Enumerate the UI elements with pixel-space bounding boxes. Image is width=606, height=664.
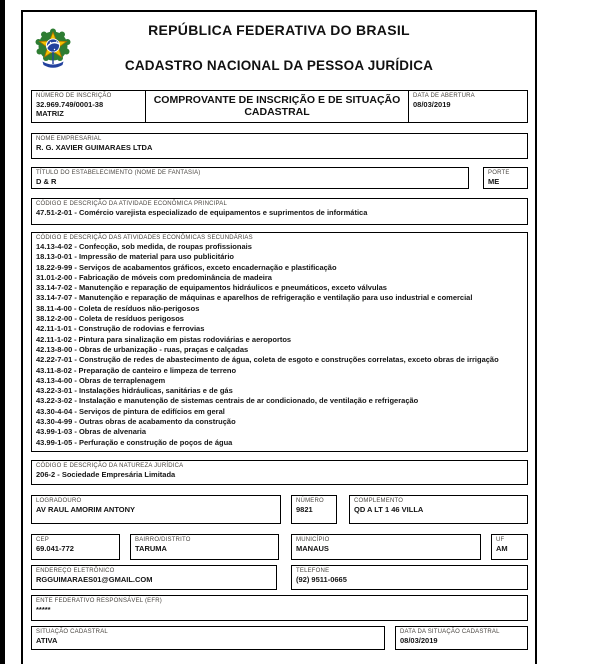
status-date-field [395,626,528,650]
status-date-label: DATA DA SITUAÇÃO CADASTRAL [400,628,500,635]
secondary-activity-item: 43.22-3-02 - Instalação e manutenção de sistemas centrais de ar condicionado, de ventilação e refrigeração [36,396,419,406]
secondary-activity-item: 18.13-0-01 - Impressão de material para uso publicitário [36,252,234,262]
phone-field [291,565,528,590]
secondary-activities-field [31,232,528,452]
street-value: AV RAUL AMORIM ANTONY [36,504,136,514]
secondary-activity-item: 42.11-1-01 - Construção de rodovias e ferrovias [36,324,205,334]
legal-nature-field [31,460,528,485]
email-label: ENDEREÇO ELETRÔNICO [36,567,115,574]
phone-value: (92) 9511-0665 [296,574,347,584]
secondary-activity-item: 38.11-4-00 - Coleta de resíduos não-perigosos [36,303,200,313]
address-complement-field [349,495,528,524]
page-edge-strip [0,0,5,664]
document-title-line2: CADASTRAL [244,106,310,118]
secondary-activity-item: 31.01-2-00 - Fabricação de móveis com predominância de madeira [36,272,272,282]
registration-status-value: ATIVA [36,635,58,645]
company-name-label: NOME EMPRESARIAL [36,136,102,142]
municipality-label: MUNICÍPIO [296,536,330,543]
secondary-activity-item: 42.22-7-01 - Construção de redes de abastecimento de água, coleta de esgoto e construções correlatas, exceto obras de irrigação [36,355,499,365]
secondary-activity-item: 14.13-4-02 - Confecção, sob medida, de roupas profissionais [36,242,252,251]
email-value: RGGUIMARAES01@GMAIL.COM [36,574,153,584]
secondary-activity-item: 43.13-4-00 - Obras de terraplenagem [36,375,166,385]
company-name-field [31,133,528,159]
street-label: LOGRADOURO [36,497,82,504]
zip-code-value: 69.041-772 [36,543,74,553]
legal-nature-label: CÓDIGO E DESCRIÇÃO DA NATUREZA JURÍDICA [36,462,184,469]
trade-name-value: D & R [36,177,57,186]
secondary-activity-item: 33.14-7-02 - Manutenção e reparação de equipamentos hidráulicos e pneumáticos, exceto válvulas [36,283,387,293]
state-label: UF [496,536,505,543]
secondary-activity-item: 33.14-7-07 - Manutenção e reparação de máquinas e aparelhos de refrigeração e ventilação para uso industrial e comercial [36,293,473,303]
secondary-activity-item: 38.12-2-00 - Coleta de resíduos perigosos [36,314,184,324]
street-number-field [291,495,337,524]
document-header [23,12,535,90]
main-activity-label: CÓDIGO E DESCRIÇÃO DA ATIVIDADE ECONÔMICA PRINCIPAL [36,201,228,207]
cnpj-certificate-page [21,10,537,664]
street-number-value: 9821 [296,504,313,514]
trade-name-row [31,167,528,189]
company-size-field [483,167,528,189]
cnpj-title: CADASTRO NACIONAL DA PESSOA JURÍDICA [124,58,434,73]
federative-entity-field [31,595,528,621]
district-value: TARUMA [135,543,167,553]
federative-entity-label: ENTE FEDERATIVO RESPONSÁVEL (EFR) [36,597,162,604]
registration-status-label: SITUAÇÃO CADASTRAL [36,628,108,635]
municipality-field [291,534,481,560]
secondary-activity-item: 43.11-8-02 - Preparação de canteiro e limpeza de terreno [36,365,237,375]
registration-status-row [31,626,528,650]
secondary-activity-item: 43.30-4-99 - Outras obras de acabamento da construção [36,417,236,427]
zip-code-label: CEP [36,536,49,543]
company-size-value: ME [488,177,500,186]
address-complement-label: COMPLEMENTO [354,497,404,504]
inscription-number-value: 32.969.749/0001-38 [36,100,104,109]
street-field [31,495,281,524]
secondary-activities-label: CÓDIGO E DESCRIÇÃO DAS ATIVIDADES ECONÔMICAS SECUNDÁRIAS [36,235,253,241]
legal-nature-value: 206-2 - Sociedade Empresária Limitada [36,469,176,479]
zip-code-field [31,534,120,560]
email-field [31,565,277,590]
district-label: BAIRRO/DISTRITO [135,536,191,543]
secondary-activity-item: 43.30-4-04 - Serviços de pintura de edifícios em geral [36,406,225,416]
secondary-activity-item: 43.99-1-05 - Perfuração e construção de poços de água [36,437,233,447]
address-row-2 [31,534,528,560]
trade-name-field [31,167,469,189]
municipality-value: MANAUS [296,543,329,553]
opening-date-field [409,91,527,122]
inscription-header-row [31,90,528,123]
contact-row [31,565,528,590]
state-value: AM [496,543,508,553]
trade-name-label: TÍTULO DO ESTABELECIMENTO (NOME DE FANTASIA) [36,170,201,176]
federative-entity-value: ***** [36,604,51,614]
secondary-activity-item: 43.99-1-03 - Obras de alvenaria [36,427,147,437]
address-complement-value: QD A LT 1 46 VILLA [354,504,424,514]
address-row-1 [31,495,528,524]
status-date-value: 08/03/2019 [400,635,438,645]
document-title-line1: COMPROVANTE DE INSCRIÇÃO E DE SITUAÇÃO [153,94,401,106]
street-number-label: NÚMERO [296,497,324,504]
document-title-cell [145,91,409,122]
secondary-activity-item: 43.22-3-01 - Instalações hidráulicas, sanitárias e de gás [36,386,233,396]
inscription-number-field [32,91,145,122]
inscription-number-label: NÚMERO DE INSCRIÇÃO [36,93,112,99]
republic-title: REPÚBLICA FEDERATIVA DO BRASIL [148,22,410,38]
district-field [130,534,279,560]
phone-label: TELEFONE [296,567,330,574]
secondary-activity-item: 42.13-8-00 - Obras de urbanização - ruas, praças e calçadas [36,344,249,354]
state-field [491,534,528,560]
company-name-value: R. G. XAVIER GUIMARAES LTDA [36,143,153,152]
inscription-type-value: MATRIZ [36,109,64,118]
company-size-label: PORTE [488,170,510,176]
opening-date-label: DATA DE ABERTURA [413,93,475,99]
secondary-activity-item: 18.22-9-99 - Serviços de acabamentos gráficos, exceto encadernação e plastificação [36,262,337,272]
main-activity-field [31,198,528,225]
secondary-activity-item: 42.11-1-02 - Pintura para sinalização em pistas rodoviárias e aeroportos [36,334,292,344]
main-activity-value: 47.51-2-01 - Comércio varejista especializado de equipamentos e suprimentos de informática [36,208,368,217]
opening-date-value: 08/03/2019 [413,100,451,109]
registration-status-field [31,626,385,650]
